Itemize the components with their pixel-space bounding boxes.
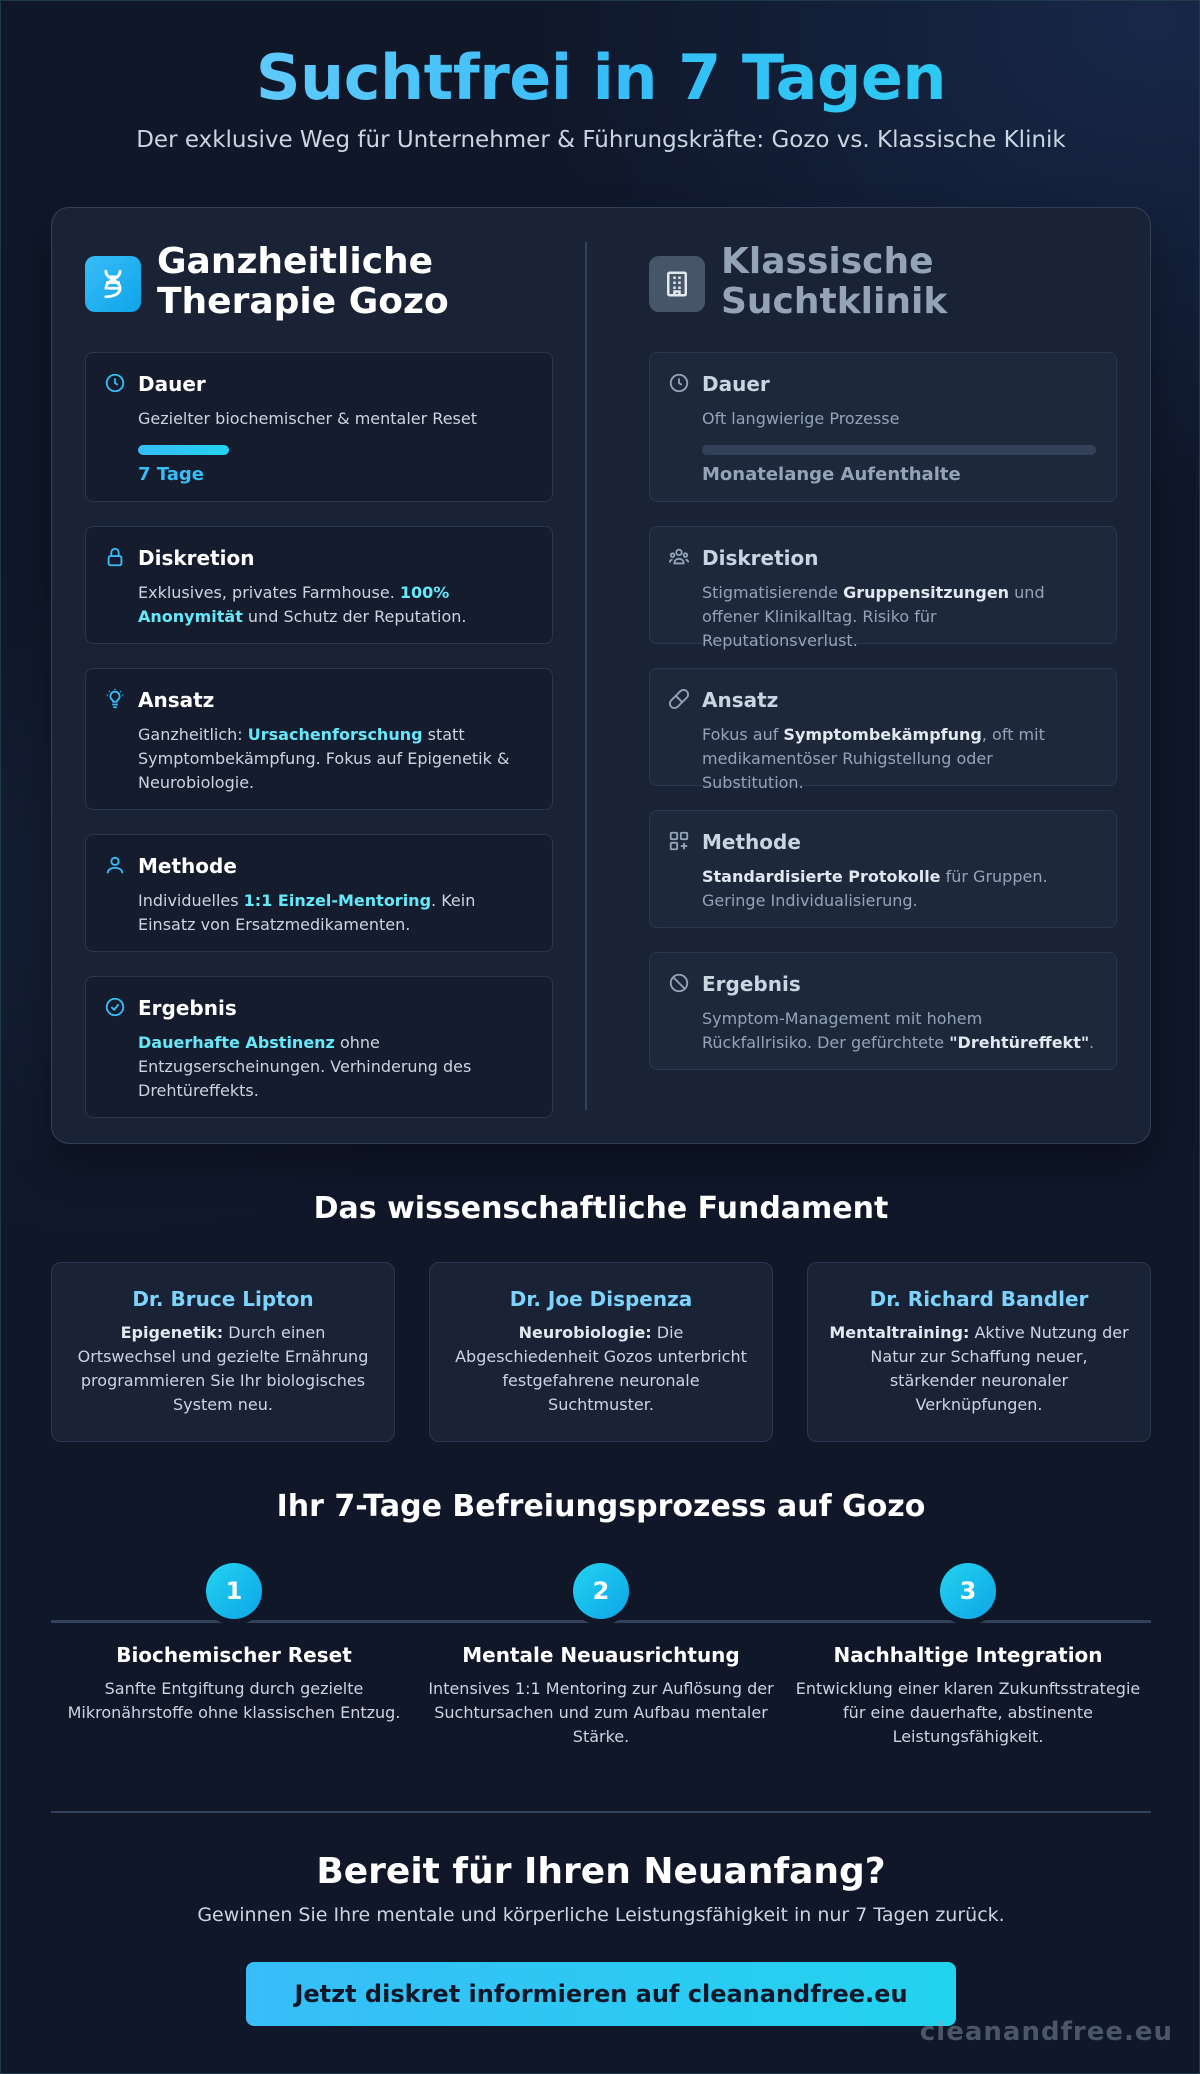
- gozo-card-ansatz: [85, 668, 553, 810]
- group-icon: [668, 546, 690, 568]
- card-text: Oft langwierige Prozesse: [702, 409, 900, 428]
- expert-name: Dr. Joe Dispenza: [509, 1287, 693, 1311]
- klinik-card-diskretion: [649, 526, 1117, 650]
- duration-bar: [138, 445, 532, 455]
- gozo-header: [85, 242, 553, 342]
- process-step: [49, 1563, 419, 1725]
- card-title: Ansatz: [702, 688, 779, 712]
- gozo-card-diskretion: [85, 526, 553, 644]
- process-title: Ihr 7-Tage Befreiungsprozess auf Gozo: [276, 1489, 926, 1524]
- card-title: Diskretion: [702, 546, 819, 570]
- gozo-card-methode: [85, 834, 553, 952]
- gozo-title: Ganzheitliche Therapie Gozo: [157, 241, 449, 322]
- card-text: Stigmatisierende Gruppensitzungen und offener Klinikalltag. Risiko für Reputationsverlust.: [702, 583, 1045, 650]
- card-title: Ergebnis: [702, 972, 801, 996]
- column-divider: [585, 242, 587, 1110]
- step-title: Biochemischer Reset: [116, 1643, 352, 1667]
- page-subtitle: Der exklusive Weg für Unternehmer & Führungskräfte: Gozo vs. Klassische Klinik: [136, 127, 1066, 153]
- cta-button[interactable]: Jetzt diskret informieren auf cleanandfree.eu: [246, 1962, 956, 2026]
- pill-icon: [668, 688, 690, 710]
- gozo-card-dauer: [85, 352, 553, 502]
- ban-icon: [668, 972, 690, 994]
- expert-text: Epigenetik: Durch einen Ortswechsel und gezielte Ernährung programmieren Sie Ihr biologisches System neu.: [77, 1323, 369, 1414]
- klinik-card-dauer: [649, 352, 1117, 502]
- expert-text: Mentaltraining: Aktive Nutzung der Natur zur Schaffung neuer, stärkender neuronaler Verknüpfungen.: [829, 1323, 1129, 1414]
- card-title: Methode: [702, 830, 801, 854]
- step-text: Intensives 1:1 Mentoring zur Auflösung der Suchtursachen und zum Aufbau mentaler Stärke.: [428, 1679, 774, 1746]
- card-text: Ganzheitlich: Ursachenforschung statt Symptombekämpfung. Fokus auf Epigenetik & Neurobiologie.: [138, 725, 510, 792]
- duration-label: Monatelange Aufenthalte: [702, 464, 961, 485]
- step-title: Nachhaltige Integration: [833, 1643, 1103, 1667]
- duration-label: 7 Tage: [138, 464, 204, 485]
- clock-icon: [104, 372, 126, 394]
- step-title: Mentale Neuausrichtung: [462, 1643, 740, 1667]
- card-title: Methode: [138, 854, 237, 878]
- card-text: Symptom-Management mit hohem Rückfallrisiko. Der gefürchtete "Drehtüreffekt".: [702, 1009, 1095, 1052]
- klinik-header: [649, 242, 1117, 342]
- card-text: Dauerhafte Abstinenz ohne Entzugserscheinungen. Verhinderung des Drehtüreffekts.: [138, 1033, 472, 1100]
- process-step: [783, 1563, 1153, 1749]
- science-title: Das wissenschaftliche Fundament: [313, 1191, 889, 1226]
- user-icon: [104, 854, 126, 876]
- comparison-panel: [51, 207, 1151, 1144]
- watermark: cleanandfree.eu: [919, 2017, 1173, 2047]
- card-text: Individuelles 1:1 Einzel-Mentoring. Kein Einsatz von Ersatzmedikamenten.: [138, 891, 476, 934]
- cta-divider: [51, 1811, 1151, 1813]
- klinik-card-ansatz: [649, 668, 1117, 792]
- card-text: Gezielter biochemischer & mentaler Reset: [138, 409, 477, 428]
- klinik-column: [649, 241, 1117, 1052]
- step-number: 1: [206, 1563, 262, 1619]
- step-number: 3: [940, 1563, 996, 1619]
- lock-icon: [104, 546, 126, 568]
- card-title: Ansatz: [138, 688, 215, 712]
- expert-text: Neurobiologie: Die Abgeschiedenheit Gozos unterbricht festgefahrene neuronale Suchtmuster.: [455, 1323, 747, 1414]
- card-title: Dauer: [702, 372, 770, 396]
- expert-name: Dr. Richard Bandler: [869, 1287, 1089, 1311]
- card-title: Diskretion: [138, 546, 255, 570]
- card-title: Dauer: [138, 372, 206, 396]
- gozo-card-ergebnis: [85, 976, 553, 1118]
- step-text: Sanfte Entgiftung durch gezielte Mikronährstoffe ohne klassischen Entzug.: [67, 1679, 401, 1722]
- klinik-title: Klassische Suchtklinik: [721, 241, 948, 322]
- grid-icon: [668, 830, 690, 852]
- gozo-column: [85, 241, 553, 1100]
- cta-title: Bereit für Ihren Neuanfang?: [316, 1851, 886, 1892]
- expert-name: Dr. Bruce Lipton: [132, 1287, 314, 1311]
- expert-card: [807, 1262, 1151, 1442]
- step-number: 2: [573, 1563, 629, 1619]
- badge-check-icon: [104, 996, 126, 1018]
- building-icon: [649, 256, 705, 312]
- card-title: Ergebnis: [138, 996, 237, 1020]
- klinik-card-methode: [649, 810, 1117, 928]
- page-title: Suchtfrei in 7 Tagen: [1, 41, 1200, 114]
- card-text: Exklusives, privates Farmhouse. 100% Anonymität und Schutz der Reputation.: [138, 583, 467, 626]
- clock-icon: [668, 372, 690, 394]
- card-text: Standardisierte Protokolle für Gruppen. Geringe Individualisierung.: [702, 867, 1048, 910]
- step-text: Entwicklung einer klaren Zukunftsstrategie für eine dauerhafte, abstinente Leistungsfähigkeit.: [795, 1679, 1141, 1746]
- duration-bar: [702, 445, 1096, 455]
- lightbulb-icon: [104, 688, 126, 710]
- dna-icon: [85, 256, 141, 312]
- expert-card: [429, 1262, 773, 1442]
- klinik-card-ergebnis: [649, 952, 1117, 1070]
- card-text: Fokus auf Symptombekämpfung, oft mit medikamentöser Ruhigstellung oder Substitution.: [702, 725, 1045, 792]
- expert-card: [51, 1262, 395, 1442]
- duration-bar-fill: [702, 445, 1096, 455]
- duration-bar-fill: [138, 445, 229, 455]
- cta-text: Gewinnen Sie Ihre mentale und körperliche Leistungsfähigkeit in nur 7 Tagen zurück.: [197, 1904, 1005, 1926]
- process-step: [416, 1563, 786, 1749]
